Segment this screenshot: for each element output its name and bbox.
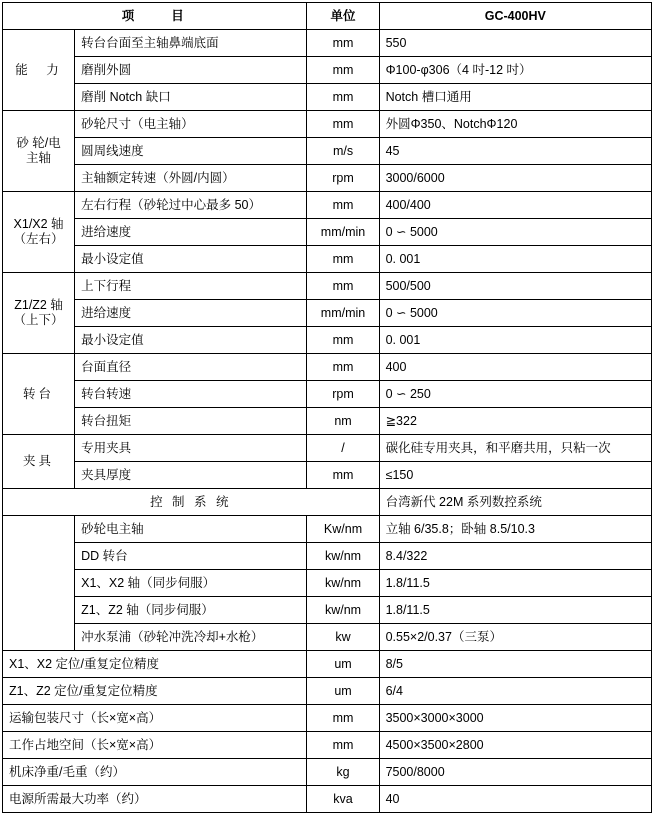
cell-unit: mm [307, 192, 379, 219]
section-label: 控 制 系 统 [3, 489, 380, 516]
cell-value: 400/400 [379, 192, 651, 219]
cell-value: 1.8/11.5 [379, 597, 651, 624]
table-row [3, 732, 652, 759]
table-row [3, 516, 652, 543]
cell-value: Notch 槽口通用 [379, 84, 651, 111]
cell-item: 最小设定值 [75, 246, 307, 273]
cell-item: 主轴额定转速（外圆/内圆） [75, 165, 307, 192]
table-row [3, 435, 652, 462]
table-row [3, 462, 652, 489]
table-row [3, 327, 652, 354]
table-row [3, 57, 652, 84]
cell-label: 电源所需最大功率（约） [3, 786, 307, 813]
cell-value: 0 ∽ 250 [379, 381, 651, 408]
cell-item: 砂轮尺寸（电主轴） [75, 111, 307, 138]
cell-value: 4500×3500×2800 [379, 732, 651, 759]
cell-value: Φ100-φ306（4 吋-12 吋） [379, 57, 651, 84]
cell-group: 砂 轮/电 主轴 [3, 111, 75, 192]
cell-item: Z1、Z2 轴（同步伺服） [75, 597, 307, 624]
cell-value: 45 [379, 138, 651, 165]
cell-value: 1.8/11.5 [379, 570, 651, 597]
table-row [3, 165, 652, 192]
cell-item: 最小设定值 [75, 327, 307, 354]
cell-value: ≤150 [379, 462, 651, 489]
cell-unit: mm [307, 30, 379, 57]
table-row [3, 300, 652, 327]
cell-unit: mm [307, 732, 379, 759]
cell-unit: rpm [307, 165, 379, 192]
cell-unit: mm/min [307, 300, 379, 327]
header-item: 项 目 [3, 3, 307, 30]
table-header-row [3, 3, 652, 30]
table-row [3, 192, 652, 219]
header-unit: 单位 [307, 3, 379, 30]
cell-label: 工作占地空间（长×宽×高） [3, 732, 307, 759]
cell-unit: kva [307, 786, 379, 813]
cell-group: 能 力 [3, 30, 75, 111]
cell-value: 550 [379, 30, 651, 57]
cell-value: ≧322 [379, 408, 651, 435]
table-row [3, 705, 652, 732]
cell-item: X1、X2 轴（同步伺服） [75, 570, 307, 597]
cell-unit: kw/nm [307, 597, 379, 624]
cell-unit: mm [307, 327, 379, 354]
table-row [3, 759, 652, 786]
cell-group: 夹具 [3, 435, 75, 489]
cell-unit: mm [307, 57, 379, 84]
cell-label: 机床净重/毛重（约） [3, 759, 307, 786]
cell-item: 砂轮电主轴 [75, 516, 307, 543]
cell-unit: mm [307, 354, 379, 381]
cell-value: 台湾新代 22M 系列数控系统 [379, 489, 651, 516]
cell-group: Z1/Z2 轴 （上下） [3, 273, 75, 354]
table-row [3, 624, 652, 651]
cell-unit: Kw/nm [307, 516, 379, 543]
cell-label: X1、X2 定位/重复定位精度 [3, 651, 307, 678]
cell-unit: kw [307, 624, 379, 651]
cell-value: 3000/6000 [379, 165, 651, 192]
cell-value: 3500×3000×3000 [379, 705, 651, 732]
cell-value: 0 ∽ 5000 [379, 219, 651, 246]
cell-unit: kw/nm [307, 543, 379, 570]
cell-unit: mm [307, 705, 379, 732]
cell-item: 上下行程 [75, 273, 307, 300]
table-row [3, 543, 652, 570]
table-row [3, 570, 652, 597]
cell-unit: mm [307, 246, 379, 273]
cell-item: 磨削外圆 [75, 57, 307, 84]
cell-value: 400 [379, 354, 651, 381]
cell-label: Z1、Z2 定位/重复定位精度 [3, 678, 307, 705]
table-row [3, 786, 652, 813]
cell-item: 转台转速 [75, 381, 307, 408]
table-row [3, 678, 652, 705]
table-row [3, 489, 652, 516]
cell-value: 8/5 [379, 651, 651, 678]
cell-label: 运输包装尺寸（长×宽×高） [3, 705, 307, 732]
cell-unit: mm/min [307, 219, 379, 246]
cell-item: 圆周线速度 [75, 138, 307, 165]
cell-item: DD 转台 [75, 543, 307, 570]
header-model: GC-400HV [379, 3, 651, 30]
specification-table [2, 2, 652, 813]
table-row [3, 30, 652, 57]
cell-unit: kg [307, 759, 379, 786]
cell-group [3, 516, 75, 651]
cell-value: 500/500 [379, 273, 651, 300]
cell-unit: mm [307, 84, 379, 111]
cell-unit: / [307, 435, 379, 462]
cell-item: 冲水泵浦（砂轮冲洗冷却+水枪） [75, 624, 307, 651]
table-row [3, 381, 652, 408]
cell-value: 立轴 6/35.8；卧轴 8.5/10.3 [379, 516, 651, 543]
cell-item: 进给速度 [75, 219, 307, 246]
cell-unit: kw/nm [307, 570, 379, 597]
cell-value: 0 ∽ 5000 [379, 300, 651, 327]
cell-value: 外圆Φ350、NotchΦ120 [379, 111, 651, 138]
cell-unit: mm [307, 273, 379, 300]
cell-unit: um [307, 651, 379, 678]
cell-value: 0. 001 [379, 246, 651, 273]
table-row [3, 273, 652, 300]
table-row [3, 651, 652, 678]
cell-item: 左右行程（砂轮过中心最多 50） [75, 192, 307, 219]
cell-item: 进给速度 [75, 300, 307, 327]
cell-item: 专用夹具 [75, 435, 307, 462]
cell-item: 转台台面至主轴鼻端底面 [75, 30, 307, 57]
table-row [3, 111, 652, 138]
cell-unit: nm [307, 408, 379, 435]
table-row [3, 408, 652, 435]
cell-item: 磨削 Notch 缺口 [75, 84, 307, 111]
cell-group: X1/X2 轴 （左右） [3, 192, 75, 273]
cell-value: 7500/8000 [379, 759, 651, 786]
table-row [3, 138, 652, 165]
cell-unit: um [307, 678, 379, 705]
table-body [3, 3, 652, 813]
cell-unit: m/s [307, 138, 379, 165]
cell-item: 夹具厚度 [75, 462, 307, 489]
cell-item: 台面直径 [75, 354, 307, 381]
cell-value: 6/4 [379, 678, 651, 705]
cell-value: 0. 001 [379, 327, 651, 354]
table-row [3, 84, 652, 111]
cell-value: 0.55×2/0.37（三泵） [379, 624, 651, 651]
cell-group: 转台 [3, 354, 75, 435]
table-row [3, 219, 652, 246]
cell-value: 40 [379, 786, 651, 813]
cell-value: 8.4/322 [379, 543, 651, 570]
cell-unit: mm [307, 111, 379, 138]
cell-value: 碳化硅专用夹具，和平磨共用，只粘一次 [379, 435, 651, 462]
cell-unit: mm [307, 462, 379, 489]
table-row [3, 246, 652, 273]
table-row [3, 354, 652, 381]
table-row [3, 597, 652, 624]
cell-item: 转台扭矩 [75, 408, 307, 435]
cell-unit: rpm [307, 381, 379, 408]
